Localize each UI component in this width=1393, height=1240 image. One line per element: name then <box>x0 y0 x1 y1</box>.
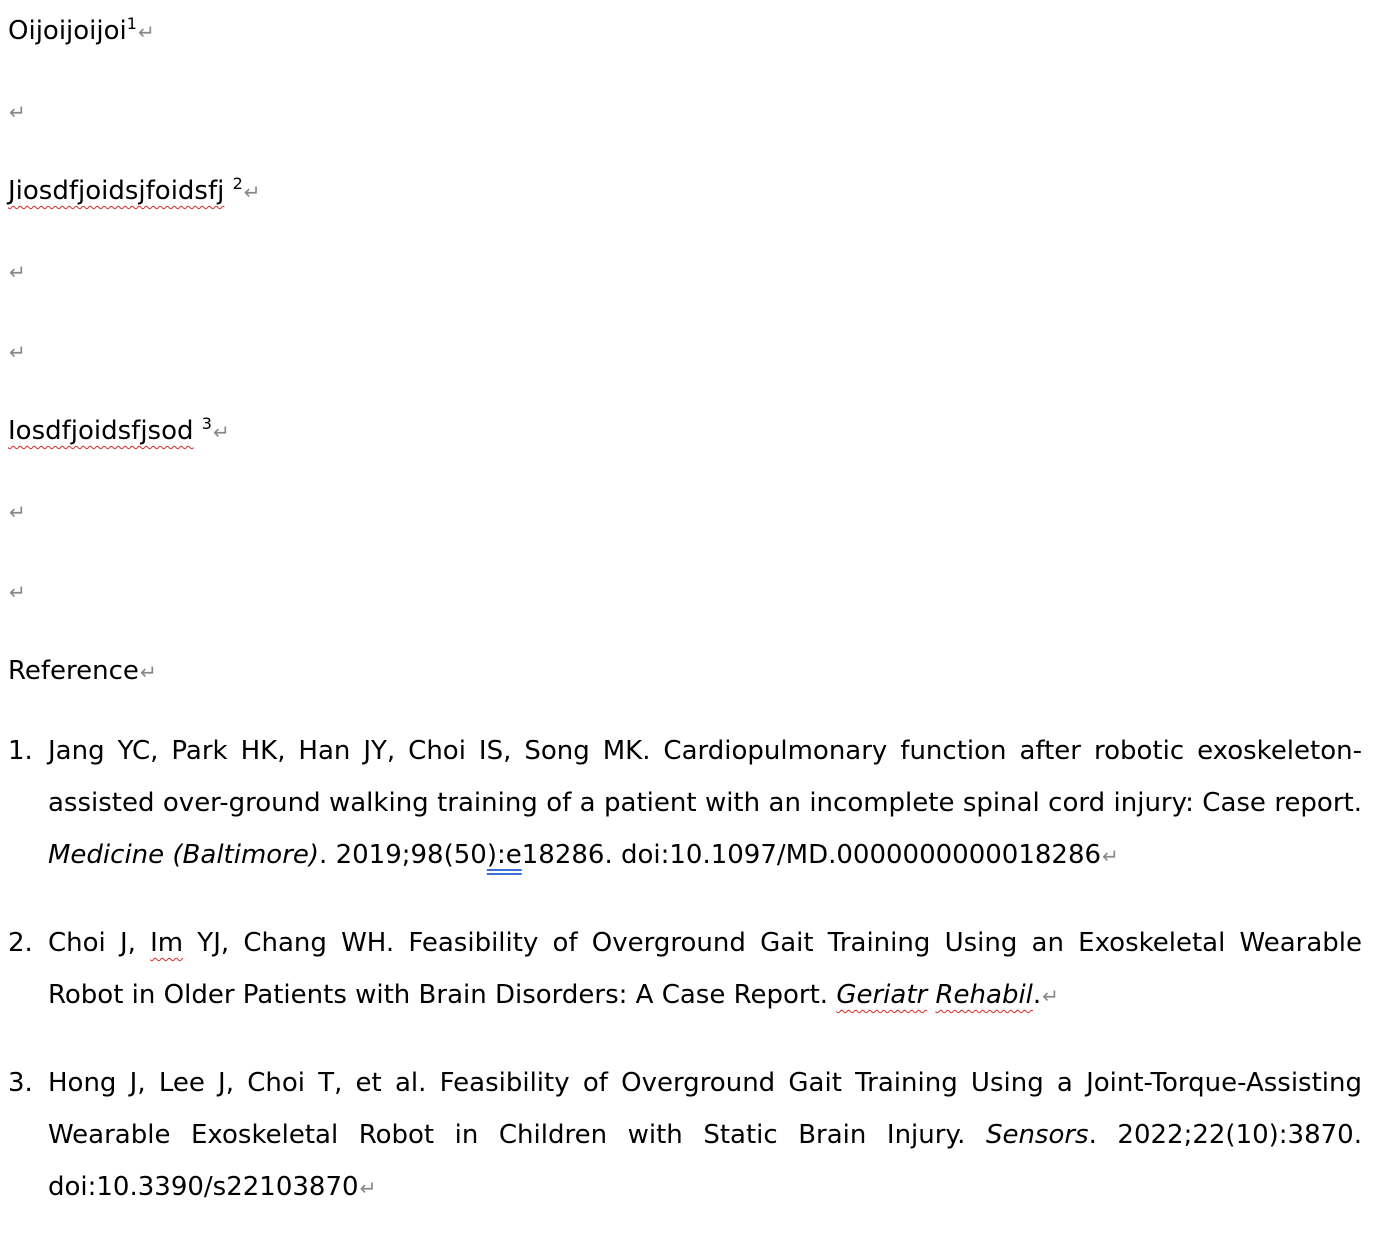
line-1-superscript: 1 <box>126 14 137 33</box>
paragraph-line-3[interactable] <box>8 411 230 451</box>
paragraph-mark-icon: ↵ <box>1042 984 1059 1008</box>
paragraph-mark-icon: ↵ <box>137 20 155 44</box>
reference-citation: . <box>1032 980 1042 1010</box>
reference-journal-part-1: Geriatr <box>836 980 928 1010</box>
reference-journal: Medicine (Baltimore) <box>48 840 320 870</box>
reference-body <box>48 725 1362 882</box>
empty-paragraph[interactable] <box>8 571 26 611</box>
paragraph-mark-icon: ↵ <box>212 420 230 444</box>
paragraph-mark-icon: ↵ <box>9 260 26 284</box>
paragraph-mark-icon: ↵ <box>139 660 157 684</box>
reference-number: 1. <box>8 736 33 766</box>
empty-paragraph[interactable] <box>8 251 26 291</box>
empty-paragraph[interactable] <box>8 331 26 371</box>
reference-number: 3. <box>8 1068 33 1098</box>
reference-journal: Sensors <box>985 1120 1089 1150</box>
reference-heading-text: Reference <box>8 656 139 686</box>
paragraph-mark-icon: ↵ <box>243 180 261 204</box>
line-3-text: Iosdfjoidsfjsod <box>8 416 194 446</box>
paragraph-mark-icon: ↵ <box>1102 844 1119 868</box>
paragraph-mark-icon: ↵ <box>9 340 26 364</box>
paragraph-line-2[interactable] <box>8 171 261 211</box>
reference-authors-title: Jang YC, Park HK, Han JY, Choi IS, Song MK. Cardiopulmonary function after robotic exoskeleton-assisted over-ground walking training of a patient with an incomplete spinal cord injury: Case report. <box>48 736 1362 818</box>
reference-citation: . 2019;98(50 <box>319 840 487 870</box>
line-1-text: Oijoijoijoi <box>8 16 127 46</box>
line-2-text: Jiosdfjoidsjfoidsfj <box>8 176 225 206</box>
reference-citation-doi: 18286. doi:10.1097/MD.0000000000018286 <box>521 840 1102 870</box>
reference-authors-title: YJ, Chang WH. Feasibility of Overground Gait Training Using an Exoskeletal Wearable Robot in Older Patients with Brain Disorders: A Case Report. <box>48 928 1362 1010</box>
paragraph-mark-icon: ↵ <box>9 500 26 524</box>
reference-number: 2. <box>8 928 33 958</box>
paragraph-mark-icon: ↵ <box>9 580 26 604</box>
reference-body <box>48 917 1362 1022</box>
reference-authors: Choi J, <box>48 928 151 958</box>
empty-paragraph[interactable] <box>8 91 26 131</box>
grammar-flagged-text: ):e <box>486 840 522 870</box>
reference-journal-part-2: Rehabil <box>935 980 1033 1010</box>
line-3-superscript: 3 <box>201 414 212 433</box>
reference-authors-title: Hong J, Lee J, Choi T, et al. Feasibility of Overground Gait Training Using a Joint-Torque-Assisting Wearable Exoskeletal Robot in Children with Static Brain Injury. <box>48 1068 1362 1150</box>
reference-heading[interactable] <box>8 651 157 691</box>
paragraph-line-1[interactable] <box>8 11 155 51</box>
paragraph-mark-icon: ↵ <box>359 1176 377 1200</box>
reference-body <box>48 1057 1362 1214</box>
spelling-flagged-text: Im <box>150 928 184 958</box>
reference-citation: . 2022;22(10):3870. doi:10.3390/s22103870 <box>48 1120 1362 1202</box>
paragraph-mark-icon: ↵ <box>9 100 26 124</box>
empty-paragraph[interactable] <box>8 491 26 531</box>
line-2-superscript: 2 <box>232 174 243 193</box>
